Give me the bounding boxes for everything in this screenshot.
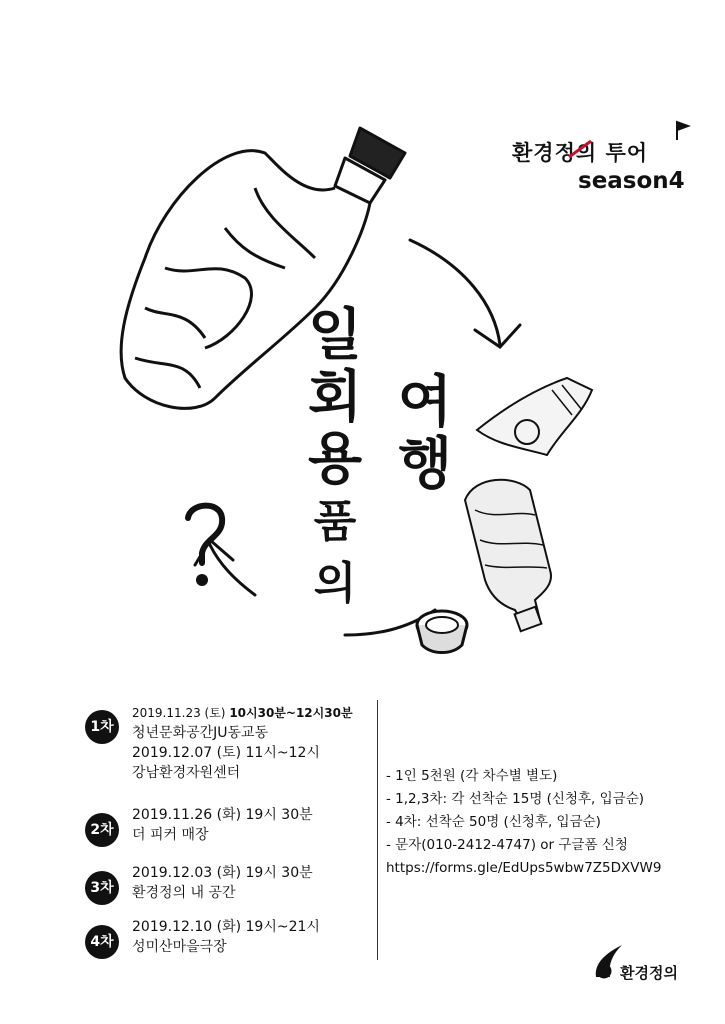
schedule-date: 2019.12.03 (화) 19시 30분 [132, 865, 313, 881]
headline-left-column [295, 305, 375, 615]
info-line: - 문자(010-2412-4747) or 구글폼 신청 [386, 837, 628, 853]
headline-char: 행 [397, 432, 453, 497]
headline-right-column [385, 372, 465, 496]
schedule-date: 2019.11.23 (토) [132, 706, 226, 720]
round-badge: 3차 [85, 871, 119, 905]
crumpled-wrapper-illustration [472, 370, 602, 465]
tour-title-text: 환경정의 투어 [512, 141, 649, 165]
headline-char: 의 [313, 558, 357, 609]
info-line: - 4차: 선착순 50명 (신청후, 입금순) [386, 814, 601, 830]
schedule-venue: 성미산마을극장 [132, 939, 227, 955]
schedule-item [85, 805, 385, 850]
schedule-item [85, 700, 385, 790]
season-label: season4 [578, 168, 685, 194]
headline-char: 여 [397, 370, 453, 435]
schedule-item [85, 917, 385, 962]
flag-icon [674, 120, 692, 142]
schedule-time: 10시30분~12시30분 [229, 706, 353, 720]
bottle-cap-illustration [412, 600, 472, 660]
headline-char: 회 [307, 365, 363, 430]
schedule-venue: 더 피커 매장 [132, 827, 209, 843]
schedule-venue: 청년문화공간JU동교동 [132, 725, 269, 741]
info-line: - 1인 5천원 (각 차수별 별도) [386, 768, 558, 784]
question-mark-icon [180, 498, 230, 593]
round-badge: 4차 [85, 925, 119, 959]
schedule-date: 2019.11.26 (화) 19시 30분 [132, 807, 313, 823]
org-logo-text: 환경정의 [620, 964, 678, 982]
round-badge: 2차 [85, 813, 119, 847]
divider [377, 700, 378, 960]
plastic-bottle-illustration [455, 470, 570, 635]
round-badge: 1차 [85, 710, 119, 744]
schedule-date: 2019.12.10 (화) 19시~21시 [132, 919, 320, 935]
red-check-mark-icon [565, 135, 595, 165]
headline-char: 품 [313, 496, 357, 547]
headline-char: 일 [307, 303, 363, 368]
headline-char: 용 [307, 427, 363, 492]
info-line: - 1,2,3차: 각 선착순 15명 (신청후, 입금순) [386, 791, 645, 807]
schedule-venue: 강남환경자원센터 [132, 765, 241, 781]
schedule-venue: 환경정의 내 공간 [132, 885, 236, 901]
schedule-date: 2019.12.07 (토) 11시~12시 [132, 745, 320, 761]
signup-link[interactable]: https://forms.gle/EdUps5wbw7Z5DXVW9 [386, 860, 662, 876]
info-section [386, 765, 661, 880]
schedule-item [85, 863, 385, 908]
